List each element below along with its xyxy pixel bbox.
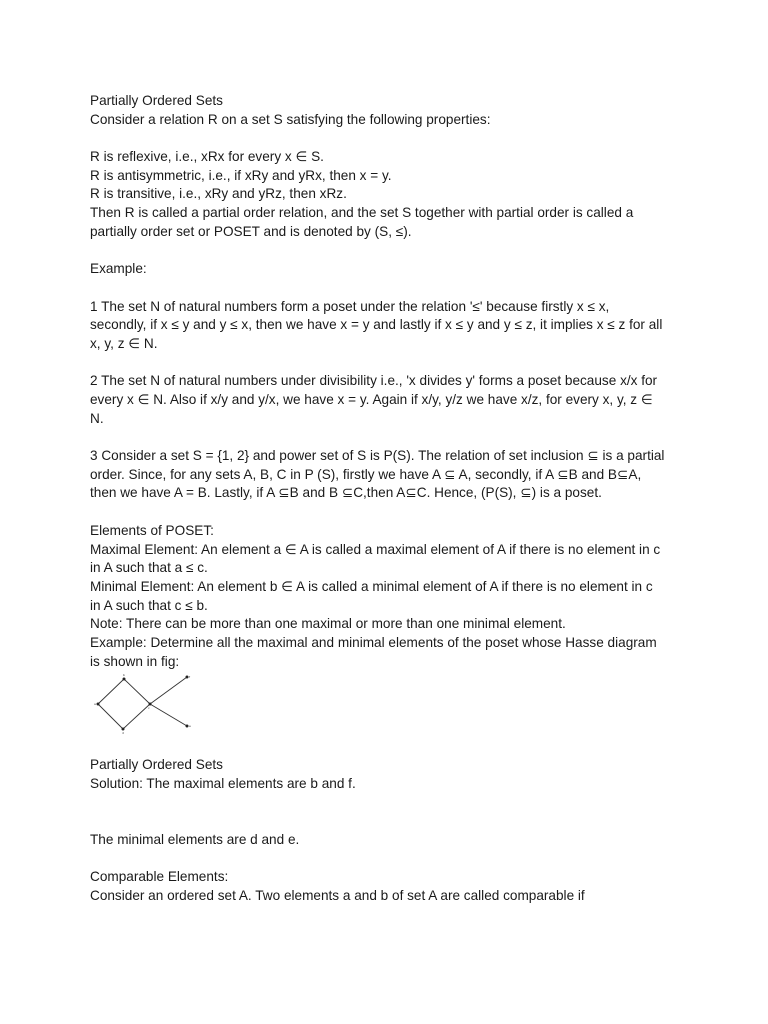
solution-line: Solution: The maximal elements are b and f. — [90, 776, 356, 791]
intro-text: Consider a relation R on a set S satisfying the following properties: — [90, 111, 491, 127]
section-title: Partially Ordered Sets — [90, 757, 223, 773]
example3-line: then we have A = B. Lastly, if A ⊆B and B ⊆C,then A⊆C. Hence, (P(S), ⊆) is a poset. — [90, 485, 602, 501]
maximal-definition: Maximal Element: An element a ∈ A is called a maximal element of A if there is no element in c — [90, 541, 661, 557]
example2-line: 2 The set N of natural numbers under divisibility i.e., 'x divides y' forms a poset because x/x for — [90, 373, 658, 389]
document-body — [90, 92, 690, 906]
example1-line: secondly, if x ≤ y and y ≤ x, then we have x = y and lastly if x ≤ y and y ≤ z, it implies x ≤ z for all — [90, 317, 663, 333]
hasse-node-label: a — [94, 702, 96, 707]
definition-line: partially order set or POSET and is denoted by (S, ≤). — [90, 223, 412, 239]
example2-line: N. — [90, 410, 104, 426]
example-question: Example: Determine all the maximal and minimal elements of the poset whose Hasse diagram — [90, 634, 657, 650]
note-line: Note: There can be more than one maximal or more than one minimal element. — [90, 616, 566, 632]
example1-line: x, y, z ∈ N. — [90, 335, 158, 351]
example-question: is shown in fig: — [90, 653, 180, 669]
comparable-heading: Comparable Elements: — [90, 869, 229, 885]
property-reflexive: R is reflexive, i.e., xRx for every x ∈ S. — [90, 149, 324, 165]
minimal-answer: The minimal elements are d and e. — [90, 832, 300, 848]
hasse-node-label: c — [148, 706, 150, 711]
elements-heading: Elements of POSET: — [90, 522, 214, 538]
example1-line: 1 The set N of natural numbers form a poset under the relation '≤' because firstly x ≤ x, — [90, 298, 610, 314]
maximal-definition: in A such that a ≤ c. — [90, 560, 208, 576]
example3-line: order. Since, for any sets A, B, C in P (S), firstly we have A ⊆ A, secondly, if A ⊆B and B⊆A, — [90, 466, 642, 482]
hasse-diagram — [90, 673, 200, 735]
minimal-definition: in A such that c ≤ b. — [90, 597, 208, 613]
hasse-node — [97, 703, 100, 706]
minimal-definition: Minimal Element: An element b ∈ A is called a minimal element of A if there is no element in c — [90, 578, 653, 594]
example3-line: 3 Consider a set S = {1, 2} and power set of S is P(S). The relation of set inclusion ⊆ is a partial — [90, 448, 665, 464]
hasse-node-label: e — [189, 724, 191, 729]
definition-line: Then R is called a partial order relation, and the set S together with partial order is called a — [90, 205, 634, 221]
hasse-node-label: d — [122, 731, 124, 736]
hasse-node-label: b — [123, 673, 125, 678]
property-antisymmetric: R is antisymmetric, i.e., if xRy and yRx, then x = y. — [90, 167, 392, 183]
doc-title: Partially Ordered Sets — [90, 93, 223, 108]
hasse-node-label: f — [189, 675, 191, 680]
hasse-node — [123, 678, 126, 681]
property-transitive: R is transitive, i.e., xRy and yRz, then xRz. — [90, 186, 347, 202]
comparable-text: Consider an ordered set A. Two elements a and b of set A are called comparable if — [90, 888, 585, 904]
example2-line: every x ∈ N. Also if x/y and y/x, we have x = y. Again if x/y, y/z we have x/z, for every x, y, z ∈ — [90, 392, 653, 407]
example-heading: Example: — [90, 261, 147, 277]
